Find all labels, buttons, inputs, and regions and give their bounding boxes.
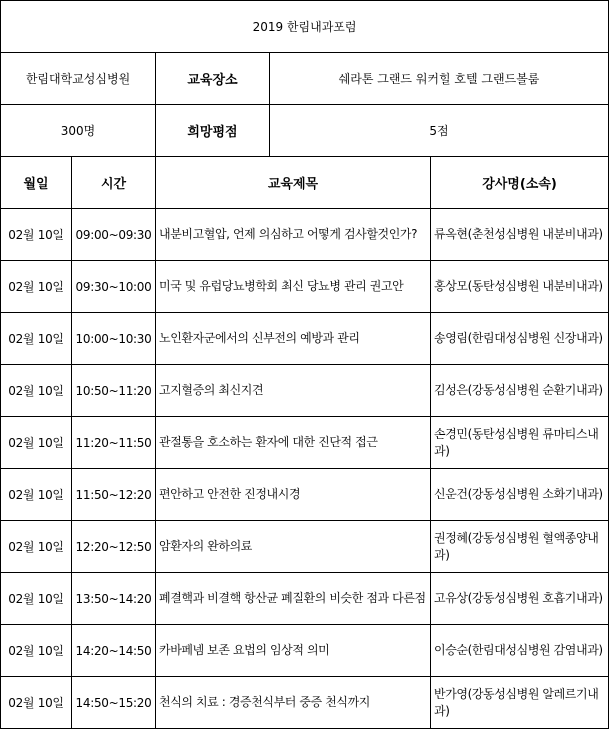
venue-row: [1, 53, 609, 105]
session-speaker: 홍상모(동탄성심병원 내분비내과): [431, 261, 609, 313]
session-time: 09:00~09:30: [72, 209, 156, 261]
session-date: 02월 10일: [1, 261, 72, 313]
table-row: [1, 469, 609, 521]
rating-label: 희망평점: [156, 105, 270, 157]
session-time: 12:20~12:50: [72, 521, 156, 573]
session-speaker: 손경민(동탄성심병원 류마티스내과): [431, 417, 609, 469]
session-date: 02월 10일: [1, 625, 72, 677]
session-time: 09:30~10:00: [72, 261, 156, 313]
rating-value: 5점: [270, 105, 609, 157]
column-header-row: [1, 157, 609, 209]
header-topic: 교육제목: [156, 157, 431, 209]
table-row: [1, 677, 609, 729]
session-speaker: 권정혜(강동성심병원 혈액종양내과): [431, 521, 609, 573]
table-row: [1, 573, 609, 625]
session-speaker: 고유상(강동성심병원 호흡기내과): [431, 573, 609, 625]
session-date: 02월 10일: [1, 209, 72, 261]
session-speaker: 신운건(강동성심병원 소화기내과): [431, 469, 609, 521]
session-date: 02월 10일: [1, 365, 72, 417]
session-topic: 암환자의 완하의료: [156, 521, 431, 573]
table-row: [1, 365, 609, 417]
header-date: 월일: [1, 157, 72, 209]
session-time: 13:50~14:20: [72, 573, 156, 625]
session-date: 02월 10일: [1, 677, 72, 729]
table-row: [1, 209, 609, 261]
header-speaker: 강사명(소속): [431, 157, 609, 209]
session-time: 14:50~15:20: [72, 677, 156, 729]
session-speaker: 류옥현(춘천성심병원 내분비내과): [431, 209, 609, 261]
session-time: 11:50~12:20: [72, 469, 156, 521]
session-date: 02월 10일: [1, 573, 72, 625]
capacity-row: [1, 105, 609, 157]
table-row: [1, 625, 609, 677]
session-list: [1, 209, 609, 729]
session-topic: 미국 및 유럽당뇨병학회 최신 당뇨병 관리 권고안: [156, 261, 431, 313]
session-topic: 관절통을 호소하는 환자에 대한 진단적 접근: [156, 417, 431, 469]
session-time: 10:00~10:30: [72, 313, 156, 365]
session-topic: 노인환자군에서의 신부전의 예방과 관리: [156, 313, 431, 365]
header-time: 시간: [72, 157, 156, 209]
session-speaker: 반가영(강동성심병원 알레르기내과): [431, 677, 609, 729]
session-date: 02월 10일: [1, 417, 72, 469]
session-date: 02월 10일: [1, 469, 72, 521]
session-date: 02월 10일: [1, 313, 72, 365]
session-time: 14:20~14:50: [72, 625, 156, 677]
forum-title: 2019 한림내과포럼: [1, 1, 609, 53]
venue-label: 교육장소: [156, 53, 270, 105]
session-speaker: 이승순(한림대성심병원 감염내과): [431, 625, 609, 677]
venue-value: 쉐라톤 그랜드 워커힐 호텔 그랜드볼룸: [270, 53, 609, 105]
session-topic: 편안하고 안전한 진정내시경: [156, 469, 431, 521]
organizer: 한림대학교성심병원: [1, 53, 156, 105]
session-date: 02월 10일: [1, 521, 72, 573]
capacity-value: 300명: [1, 105, 156, 157]
session-speaker: 송영림(한림대성심병원 신장내과): [431, 313, 609, 365]
table-row: [1, 313, 609, 365]
session-topic: 카바페넴 보존 요법의 임상적 의미: [156, 625, 431, 677]
session-topic: 내분비고혈압, 언제 의심하고 어떻게 검사할것인가?: [156, 209, 431, 261]
table-row: [1, 521, 609, 573]
session-topic: 천식의 치료 : 경증천식부터 중증 천식까지: [156, 677, 431, 729]
table-row: [1, 261, 609, 313]
title-row: [1, 1, 609, 53]
session-time: 10:50~11:20: [72, 365, 156, 417]
session-speaker: 김성은(강동성심병원 순환기내과): [431, 365, 609, 417]
session-topic: 고지혈증의 최신지견: [156, 365, 431, 417]
session-time: 11:20~11:50: [72, 417, 156, 469]
table-row: [1, 417, 609, 469]
session-topic: 폐결핵과 비결핵 항산균 폐질환의 비슷한 점과 다른점: [156, 573, 431, 625]
